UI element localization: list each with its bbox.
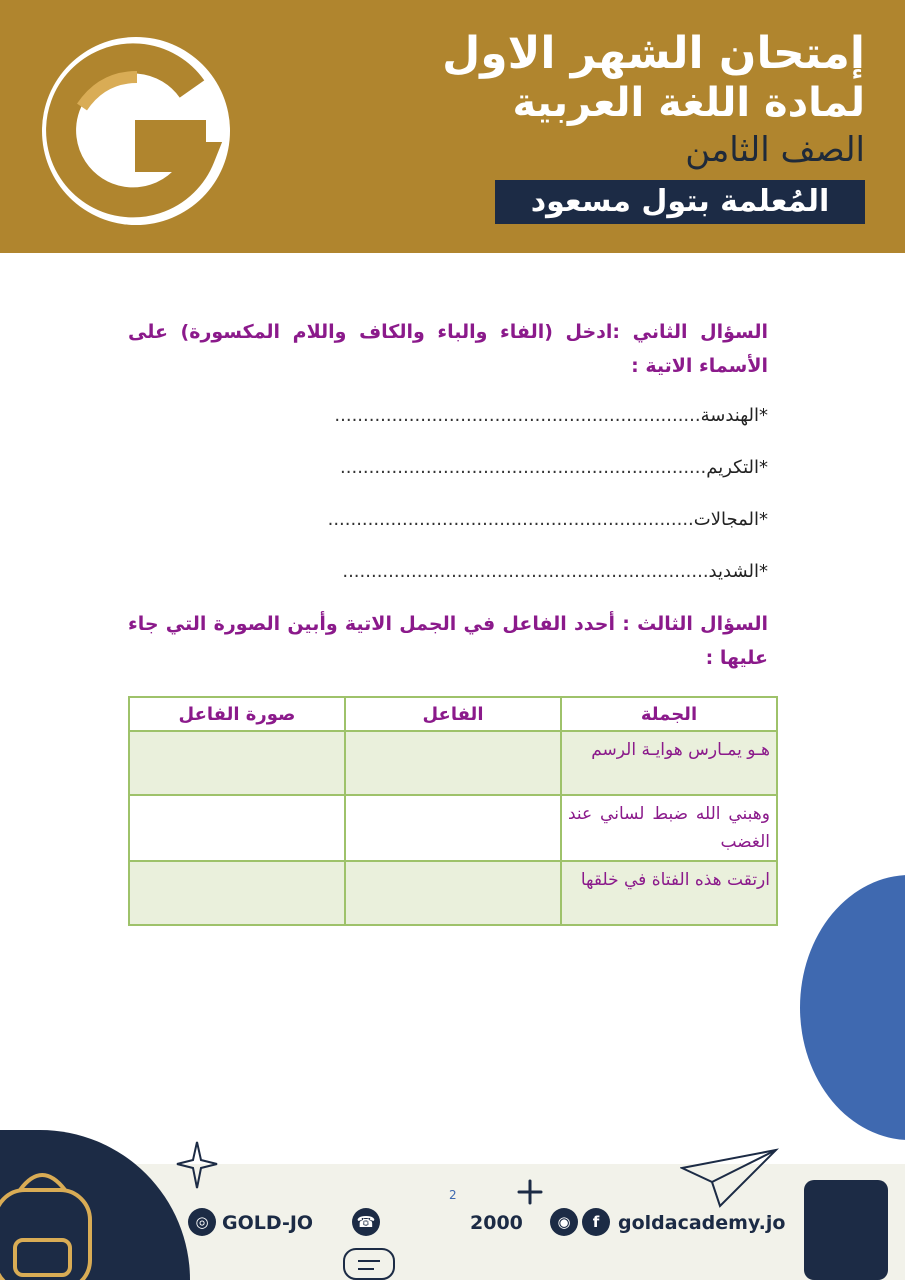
fa3il-table: [128, 696, 778, 926]
brand-label: GOLD-JO: [222, 1212, 314, 1234]
question-2-heading: السؤال الثاني :ادخل (الفاء والباء والكاف واللام المكسورة) على الأسماء الاتية :: [128, 321, 768, 377]
page-header: [0, 0, 905, 253]
column-header-subject-form: صورة الفاعل: [129, 697, 345, 731]
answer-item-label: *الشديد: [708, 561, 768, 582]
answer-dots: ................................................................: [327, 509, 694, 530]
answer-line-2[interactable]: [208, 457, 768, 485]
subject-answer-cell[interactable]: [345, 731, 561, 795]
plus-icon: [516, 1178, 544, 1206]
answer-line-4[interactable]: [208, 561, 768, 589]
form-answer-cell[interactable]: [129, 795, 345, 861]
sentence-cell: هـو يمـارس هوايـة الرسم: [561, 731, 777, 795]
sentence-cell: وهبني الله ضبط لساني عند الغضب: [561, 795, 777, 861]
form-answer-cell[interactable]: [129, 861, 345, 925]
facebook-icon[interactable]: f: [582, 1208, 610, 1236]
subject-title: لمادة اللغة العربية: [512, 80, 865, 126]
column-header-subject: الفاعل: [345, 697, 561, 731]
teacher-name-box: المُعلمة بتول مسعود: [495, 180, 865, 224]
question-3-heading: السؤال الثالث : أحدد الفاعل في الجمل الاتية وأبين الصورة التي جاء عليها :: [128, 613, 768, 669]
table-row: [129, 795, 777, 861]
answer-line-1[interactable]: [208, 405, 768, 433]
table-header-row: [129, 697, 777, 731]
answer-dots: ................................................................: [340, 457, 707, 478]
answer-item-label: *التكريم: [706, 457, 768, 478]
backpack-icon: [0, 1130, 190, 1280]
answer-dots: ................................................................: [342, 561, 709, 582]
grade-label: الصف الثامن: [685, 130, 865, 170]
column-header-sentence: الجملة: [561, 697, 777, 731]
exam-title: إمتحان الشهر الاول: [442, 28, 865, 79]
chat-bubble-icon: [340, 1245, 400, 1280]
gold-academy-logo: [42, 37, 230, 225]
form-answer-cell[interactable]: [129, 731, 345, 795]
instagram-icon[interactable]: ◉: [550, 1208, 578, 1236]
decorative-navy-square: [804, 1180, 888, 1280]
sentence-cell: ارتقت هذه الفتاة في خلقها: [561, 861, 777, 925]
phone-icon[interactable]: ☎: [352, 1208, 380, 1236]
answer-line-3[interactable]: [208, 509, 768, 537]
table-row: [129, 731, 777, 795]
website-link[interactable]: goldacademy.jo: [618, 1212, 786, 1234]
phone-number: 2000: [470, 1212, 523, 1234]
subject-answer-cell[interactable]: [345, 795, 561, 861]
logo-g-icon: [42, 37, 230, 225]
globe-icon[interactable]: ◎: [188, 1208, 216, 1236]
decorative-navy-corner: [0, 1130, 190, 1280]
paper-plane-icon: [680, 1148, 780, 1208]
answer-dots: ................................................................: [334, 405, 701, 426]
page-number: 2: [449, 1188, 457, 1202]
answer-item-label: *المجالات: [693, 509, 768, 530]
sparkle-icon: [175, 1140, 219, 1190]
table-row: [129, 861, 777, 925]
answer-item-label: *الهندسة: [700, 405, 768, 426]
decorative-blue-shape: [800, 875, 905, 1140]
subject-answer-cell[interactable]: [345, 861, 561, 925]
